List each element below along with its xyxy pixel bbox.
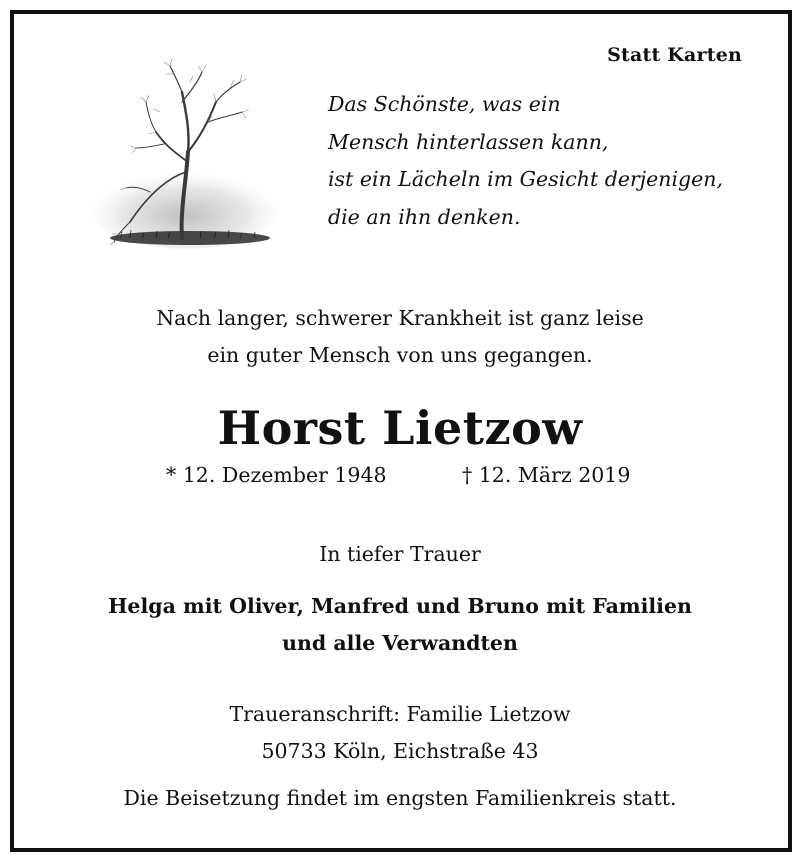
mourning-family [0,588,800,662]
quote-block [328,86,723,236]
death-date: † 12. März 2019 [462,463,631,487]
tree-icon [90,52,290,262]
intro-line: Nach langer, schwerer Krankheit ist ganz leise [156,306,644,330]
mourning-address [0,696,800,770]
mourning-intro: In tiefer Trauer [319,542,481,566]
birth-date: * 12. Dezember 1948 [166,463,387,487]
quote-line: Das Schönste, was ein [328,92,561,116]
intro-line: ein guter Mensch von uns gegangen. [207,343,593,367]
family-line: Helga mit Oliver, Manfred und Bruno mit Familien [108,594,692,618]
quote-line: ist ein Lächeln im Gesicht derjenigen, [328,167,723,191]
intro-text [0,300,800,374]
funeral-note: Die Beisetzung findet im engsten Familienkreis statt. [123,786,677,810]
quote-line: Mensch hinterlassen kann, [328,129,609,154]
deceased-name: Horst Lietzow [217,401,583,455]
quote-line: die an ihn denken. [328,204,521,229]
address-line: 50733 Köln, Eichstraße 43 [261,739,539,763]
address-line: Traueranschrift: Familie Lietzow [229,702,571,726]
statt-karten-label: Statt Karten [607,44,742,66]
family-line: und alle Verwandten [282,631,518,655]
